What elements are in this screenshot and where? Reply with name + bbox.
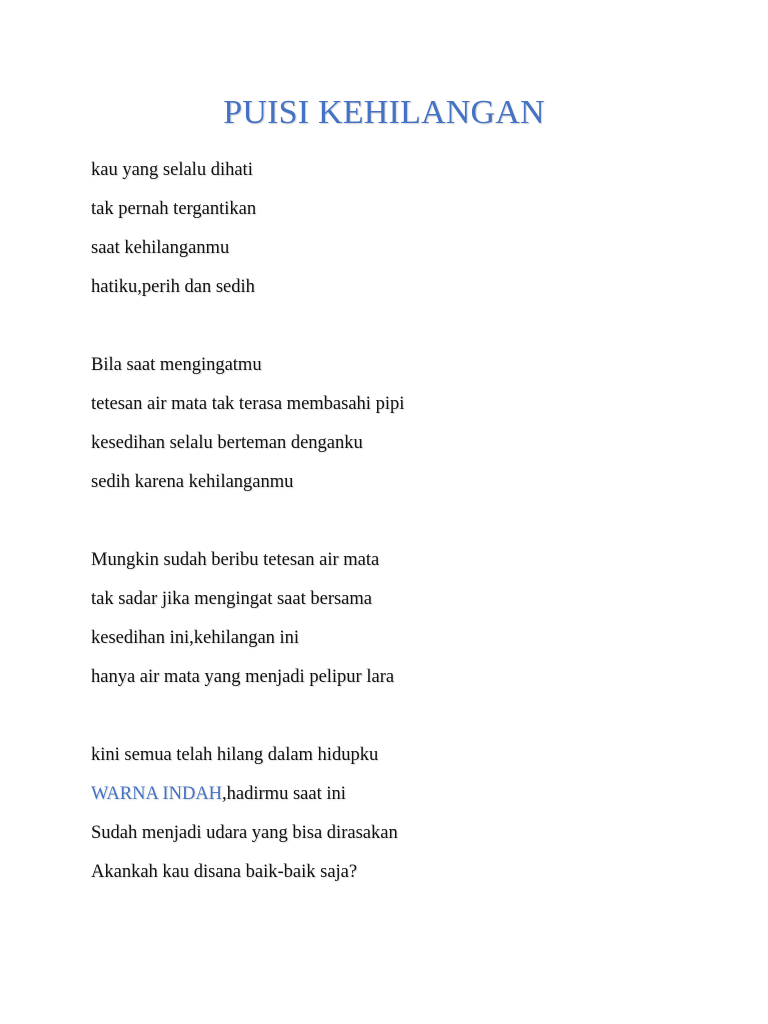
stanza-2-line-4: sedih karena kehilanganmu — [91, 472, 294, 492]
poem-body — [91, 151, 711, 892]
stanza-3-line-1: Mungkin sudah beribu tetesan air mata — [91, 550, 380, 570]
stanza-1-line-3: saat kehilanganmu — [91, 238, 230, 258]
stanza-1-line-4: hatiku,perih dan sedih — [91, 277, 255, 297]
stanza-3-line-3: kesedihan ini,kehilangan ini — [91, 628, 300, 648]
stanza-gap — [91, 697, 711, 736]
poem-title: PUISI KEHILANGAN — [223, 94, 545, 131]
stanza-3-line-4: hanya air mata yang menjadi pelipur lara — [91, 667, 395, 687]
stanza-4-line-3: Sudah menjadi udara yang bisa dirasakan — [91, 823, 398, 843]
stanza-2-line-3: kesedihan selalu berteman denganku — [91, 433, 363, 453]
stanza-4-line-2 — [91, 775, 711, 814]
stanza-4-line-1: kini semua telah hilang dalam hidupku — [91, 745, 379, 765]
stanza-2-line-2: tetesan air mata tak terasa membasahi pipi — [91, 394, 405, 414]
stanza-4-line-4: Akankah kau disana baik-baik saja? — [91, 862, 358, 882]
stanza-2-line-1: Bila saat mengingatmu — [91, 355, 262, 375]
highlight-line-rest: ,hadirmu saat ini — [222, 784, 346, 804]
stanza-gap — [91, 502, 711, 541]
stanza-1-line-2: tak pernah tergantikan — [91, 199, 257, 219]
highlight-text: WARNA INDAH — [91, 784, 223, 804]
stanza-3-line-2: tak sadar jika mengingat saat bersama — [91, 589, 372, 609]
stanza-gap — [91, 307, 711, 346]
stanza-1-line-1: kau yang selalu dihati — [91, 160, 253, 180]
